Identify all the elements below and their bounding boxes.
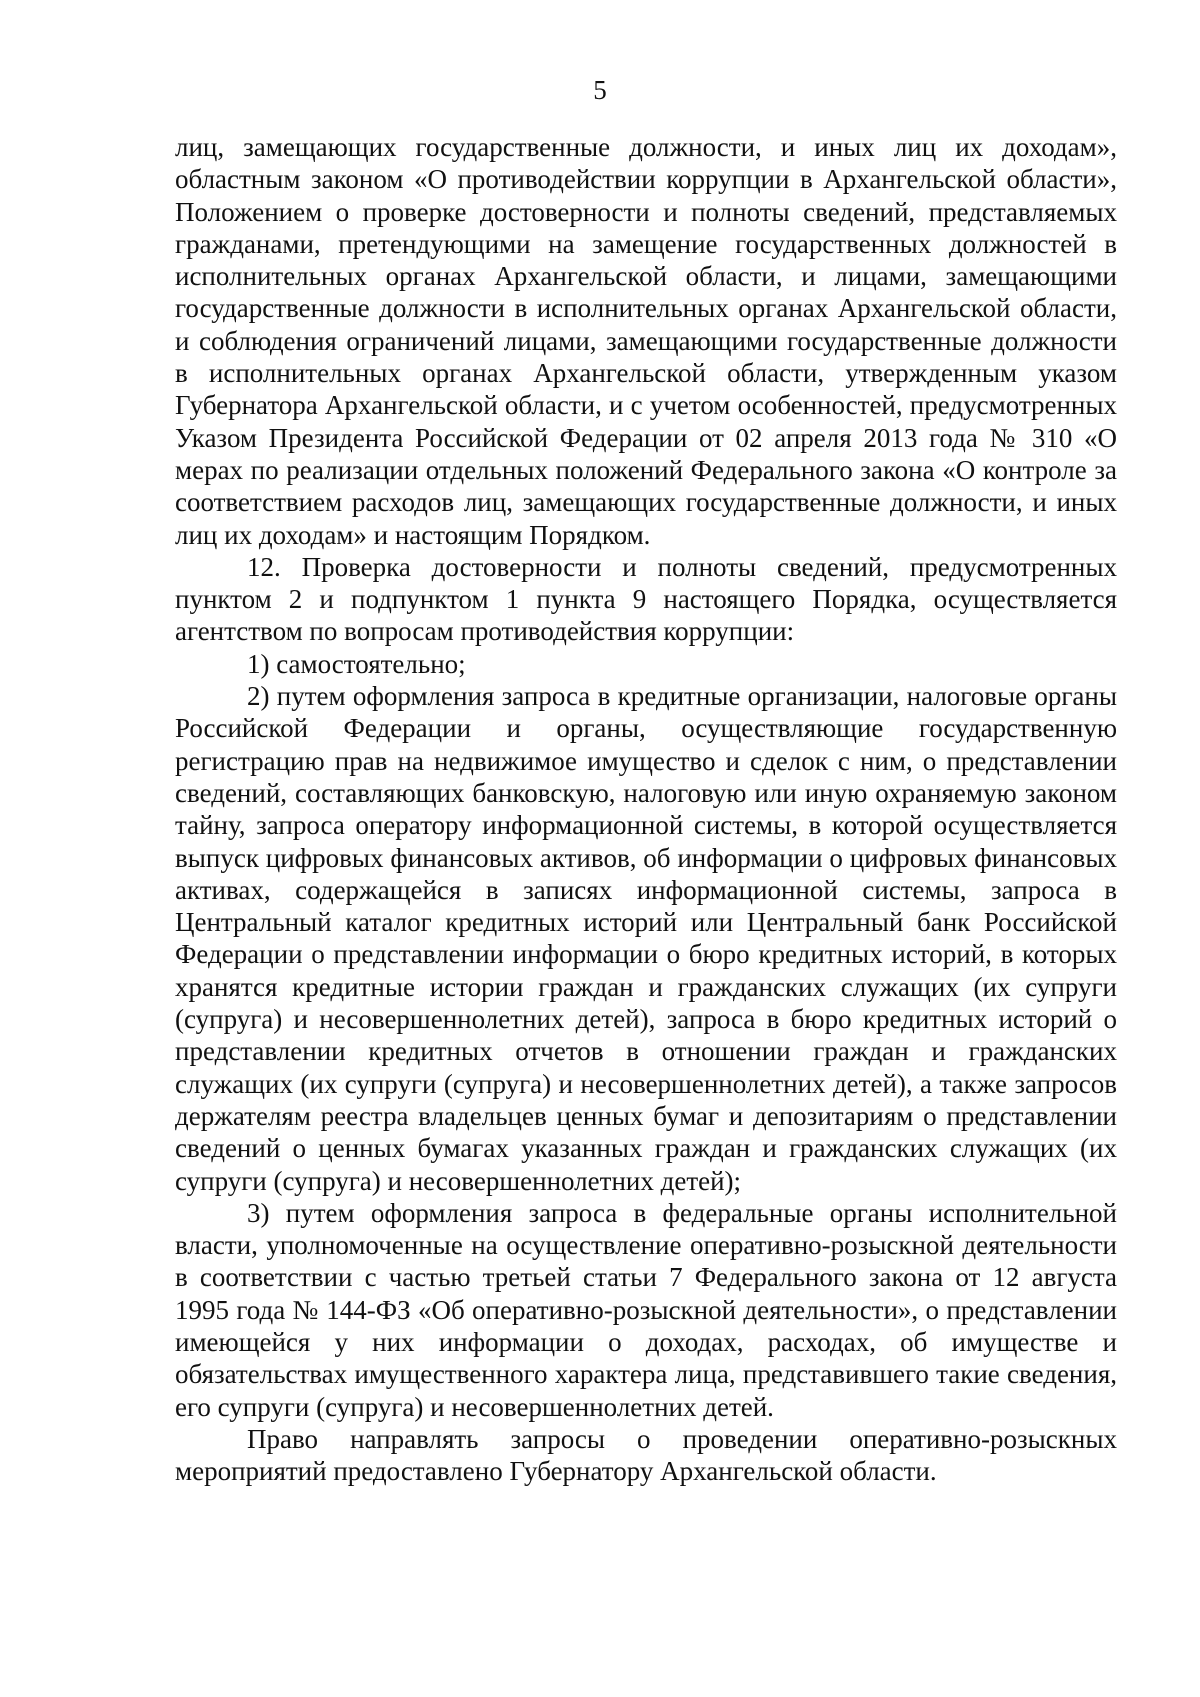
list-item-3: 3) путем оформления запроса в федеральные органы исполнительной власти, уполномоченные на осуществление оперативно-розыскной деятельности в соответствии с частью третьей статьи 7 Федерального закона от 12 августа 1995 года № 144-ФЗ «Об оперативно-розыскной деятельности», о представлении имеющейся у них информации о доходах, расходах, об имуществе и обязательствах имущественного характера лица, представившего такие сведения, его супруги (супруга) и несовершеннолетних детей. <box>175 1197 1117 1422</box>
list-item-1: 1) самостоятельно; <box>247 648 466 679</box>
paragraph-12: 12. Проверка достоверности и полноты сведений, предусмотренных пунктом 2 и подпунктом 1 пункта 9 настоящего Порядка, осуществляется агентством по вопросам противодействия коррупции: <box>175 551 1117 647</box>
paragraph-request-right: Право направлять запросы о проведении оперативно-розыскных мероприятий предоставлено Губернатору Архангельской области. <box>175 1423 1117 1487</box>
list-item-2: 2) путем оформления запроса в кредитные организации, налоговые органы Российской Федерации и органы, осуществляющие государственную регистрацию прав на недвижимое имущество и сделок с ним, о представлении сведений, составляющих банковскую, налоговую или иную охраняемую законом тайну, запроса оператору информационной системы, в которой осуществляется выпуск цифровых финансовых активов, об информации о цифровых финансовых активах, содержащейся в записях информационной системы, запроса в Центральный каталог кредитных историй или Центральный банк Российской Федерации о представлении информации о бюро кредитных историй, в которых хранятся кредитные истории граждан и гражданских служащих (их супруги (супруга) и несовершеннолетних детей), запроса в бюро кредитных историй о представлении кредитных отчетов в отношении граждан и гражданских служащих (их супруги (супруга) и несовершеннолетних детей), а также запросов держателям реестра владельцев ценных бумаг и депозитариям о представлении сведений о ценных бумагах указанных граждан и гражданских служащих (их супруги (супруга) и несовершеннолетних детей); <box>175 681 1117 1196</box>
page-number: 5 <box>593 75 607 105</box>
document-body <box>175 131 1117 1487</box>
paragraph-continuation: лиц, замещающих государственные должности, и иных лиц их доходам», областным законом «О противодействии коррупции в Архангельской области», Положением о проверке достоверности и полноты сведений, представляемых гражданами, претендующими на замещение государственных должностей в исполнительных органах Архангельской области, и лицами, замещающими государственные должности в исполнительных органах Архангельской области, и соблюдения ограничений лицами, замещающими государственные должности в исполнительных органах Архангельской области, утвержденным указом Губернатора Архангельской области, и с учетом особенностей, предусмотренных Указом Президента Российской Федерации от 02 апреля 2013 года № 310 «О мерах по реализации отдельных положений Федерального закона «О контроле за соответствием расходов лиц, замещающих государственные должности, и иных лиц их доходам» и настоящим Порядком. <box>175 132 1117 550</box>
